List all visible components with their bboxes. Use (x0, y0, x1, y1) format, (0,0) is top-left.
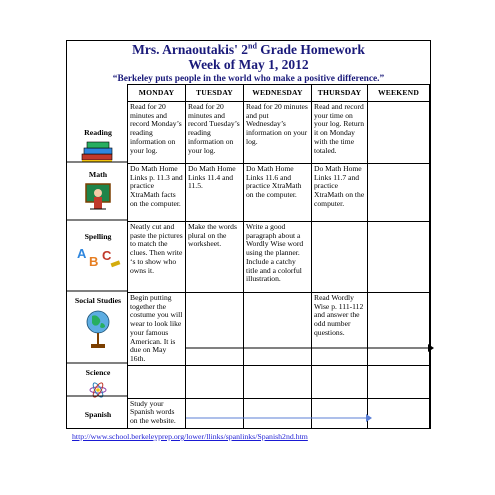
assignment-cell (128, 365, 186, 398)
assignment-cell (244, 365, 312, 398)
day-header: WEDNESDAY (244, 85, 312, 102)
subject-label: Reading (84, 128, 112, 137)
day-header-row (128, 85, 430, 102)
assignment-cell (368, 222, 430, 293)
assignment-cell (368, 164, 430, 222)
assignment-cell: Read and record your time on your log. Return it on Monday with the time totaled. (312, 102, 368, 164)
assignment-cell: Begin putting together the costume you will wear to look like your famous American. It is due on May 16th. (128, 293, 186, 366)
assignment-cell: Read for 20 minutes and record Monday’s reading information on your log. (128, 102, 186, 164)
assignment-cell (186, 293, 244, 366)
title-suffix: Grade Homework (256, 42, 365, 57)
table-row (128, 365, 430, 398)
assignment-cell (368, 398, 430, 428)
day-header: WEEKEND (368, 85, 430, 102)
svg-text:A: A (77, 246, 87, 261)
assignment-cell: Read for 20 minutes and put Wednesday’s information on your log. (244, 102, 312, 164)
homework-table (127, 84, 430, 429)
assignment-cell (186, 365, 244, 398)
table-row (128, 222, 430, 293)
table-row (128, 164, 430, 222)
table-row (128, 102, 430, 164)
day-header: MONDAY (128, 85, 186, 102)
subject-label: Spelling (84, 232, 112, 241)
assignment-cell: Do Math Home Links 11.7 and practice XtraMath on the computer. (312, 164, 368, 222)
assignment-cell (244, 293, 312, 366)
continue-arrow-spanish (186, 413, 372, 423)
assignment-cell (312, 222, 368, 293)
table-row (128, 293, 430, 366)
subject-column-lines (66, 100, 128, 430)
assignment-cell: Make the words plural on the worksheet. (186, 222, 244, 293)
subject-label: Science (85, 368, 111, 377)
svg-text:C: C (102, 248, 112, 263)
assignment-cell (312, 365, 368, 398)
assignment-cell (368, 365, 430, 398)
assignment-cell (368, 293, 430, 366)
subject-label: Spanish (84, 410, 112, 419)
spanish-website-link[interactable]: http://www.school.berkeleyprep.org/lower/llinks/spanlinks/Spanish2nd.htm (72, 432, 308, 441)
svg-text:B: B (89, 254, 99, 269)
title-superscript: nd (248, 41, 257, 51)
school-motto: “Berkeley puts people in the world who make a positive difference.” (112, 74, 385, 84)
assignment-cell: Do Math Home Links p. 11.3 and practice XtraMath facts on the computer. (128, 164, 186, 222)
assignment-cell: Write a good paragraph about a Wordly Wise word using the planner. Include a catchy title and a colorful illustration. (244, 222, 312, 293)
assignment-cell: Neatly cut and paste the pictures to match the clues. Then write ‘s to show who owns it. (128, 222, 186, 293)
day-header: TUESDAY (186, 85, 244, 102)
assignment-cell: Study your Spanish words on the website. (128, 398, 186, 428)
assignment-cell: Do Math Home Links 11.4 and 11.5. (186, 164, 244, 222)
continue-arrow-social-studies (186, 343, 434, 353)
day-header: THURSDAY (312, 85, 368, 102)
assignment-cell: Do Math Home Links 11.6 and practice XtraMath on the computer. (244, 164, 312, 222)
page-title (68, 42, 429, 72)
subject-label: Social Studies (74, 296, 122, 305)
assignment-cell: Read for 20 minutes and record Tuesday’s reading information on your log. (186, 102, 244, 164)
title-prefix: Mrs. Arnaoutakis' 2 (132, 42, 248, 57)
subject-label: Math (88, 170, 108, 179)
assignment-cell (368, 102, 430, 164)
week-label: Week of May 1, 2012 (188, 57, 309, 72)
assignment-cell: Read Wordly Wise p. 111-112 and answer the odd number questions. (312, 293, 368, 366)
